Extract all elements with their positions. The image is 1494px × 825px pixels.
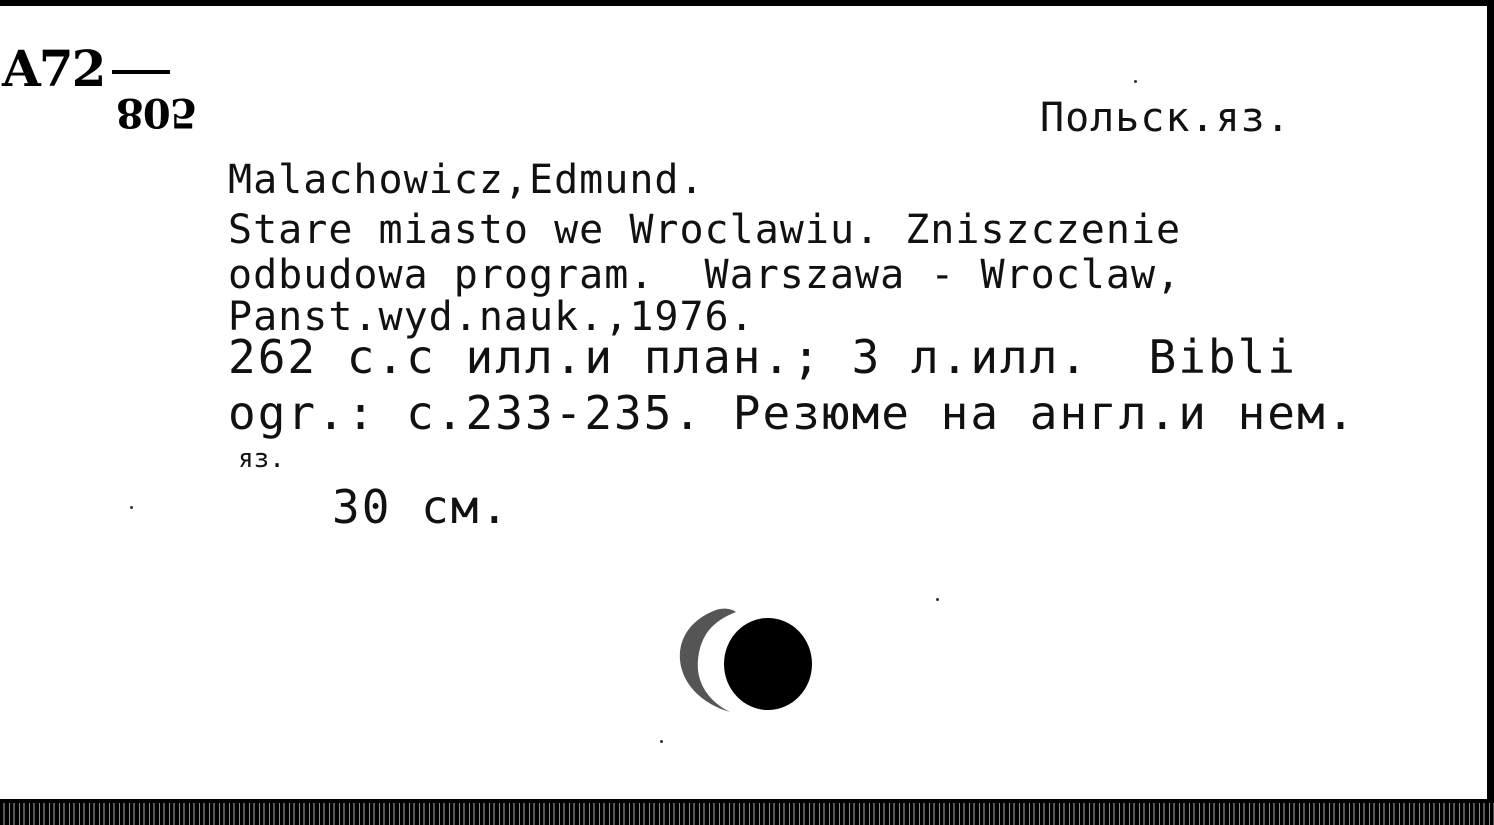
punch-hole-icon	[676, 604, 814, 718]
title-line-1: Stare miasto we Wroclawiu. Zniszczenie	[228, 207, 1182, 253]
card-speck	[130, 506, 133, 509]
language-heading: Польск.яз.	[1040, 95, 1291, 141]
call-number-sub: 805	[116, 89, 197, 136]
call-number: A72	[2, 39, 105, 98]
author-name: Malachowicz,Edmund.	[228, 157, 705, 203]
physical-line-1: 262 c.c илл.и план.; 3 л.илл. Bibli	[228, 330, 1297, 384]
size-line: 30 см.	[332, 480, 511, 534]
title-line-3: Panst.wyd.nauk.,1976.	[228, 294, 755, 340]
card-right-edge	[1487, 0, 1494, 825]
card-bottom-edge	[0, 803, 1494, 825]
physical-line-2: ogr.: c.233-235. Резюме на англ.и нем.	[228, 386, 1357, 440]
title-line-2: odbudowa program. Warszawa - Wroclaw,	[228, 252, 1182, 298]
card-speck	[1134, 80, 1137, 83]
call-number-underline	[112, 70, 170, 74]
card-top-edge	[0, 0, 1494, 6]
card-speck	[936, 598, 939, 601]
physical-line-3: яз.	[238, 444, 285, 474]
card-speck	[660, 740, 663, 743]
